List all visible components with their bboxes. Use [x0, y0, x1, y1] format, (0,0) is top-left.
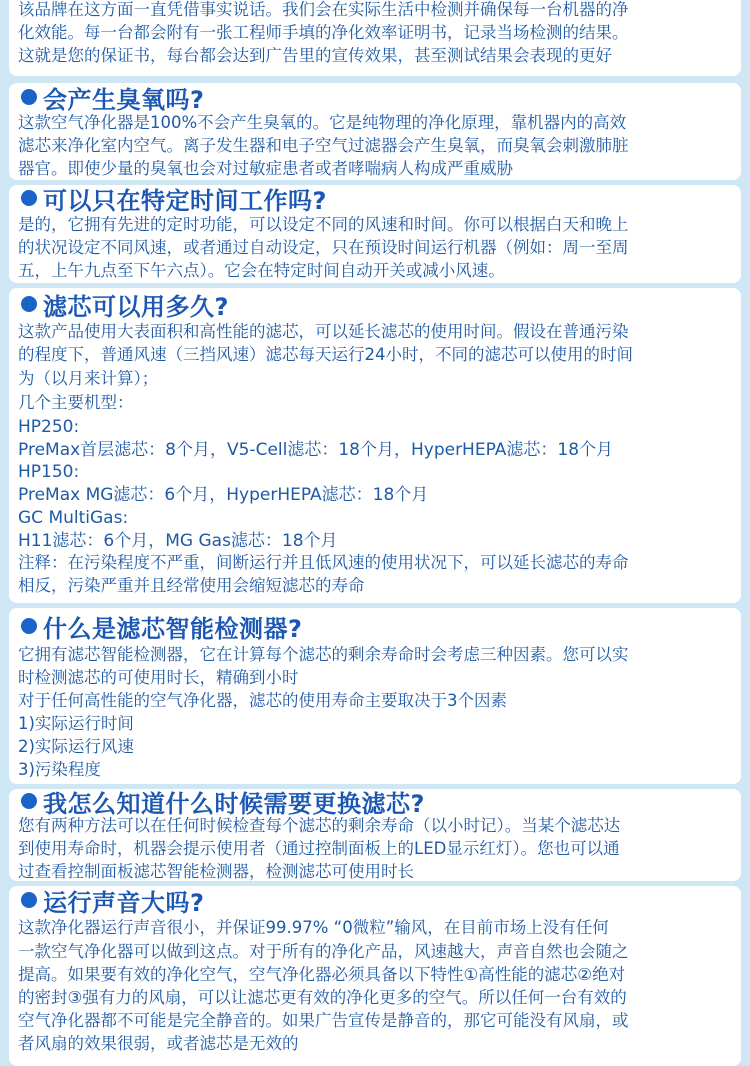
- faq-filter-life-line-5: HP250:: [18, 417, 80, 437]
- faq-filter-life-line-12: 相反，污染严重并且经常使用会缩短滤芯的寿命: [18, 576, 365, 595]
- faq-filter-life-line-2: 的程度下，普通风速（三挡风速）滤芯每天运行24小时，不同的滤芯可以使用的时间: [18, 345, 633, 364]
- faq-replace-line-3: 过查看控制面板滤芯智能检测器，检测滤芯可使用时长: [18, 862, 414, 881]
- faq-detector-heading: [21, 611, 302, 641]
- faq-timer-line-3: 五，上午九点至下午六点）。它会在特定时间自动开关或减小风速。: [18, 261, 505, 280]
- faq-timer-heading: [21, 183, 327, 213]
- faq-timer-card: [9, 185, 741, 283]
- faq-timer-line-1: 是的，它拥有先进的定时功能，可以设定不同的风速和时间。你可以根据白天和晚上: [18, 215, 629, 234]
- faq-filter-life-line-1: 这款产品使用大表面积和高性能的滤芯，可以延长滤芯的使用时间。假设在普通污染: [18, 322, 629, 341]
- faq-noise-card: [9, 886, 741, 1066]
- bullet-icon: [21, 296, 37, 312]
- faq-replace-line-2: 到使用寿命时，机器会提示使用者（通过控制面板上的LED显示红灯）。您也可以通: [18, 839, 620, 858]
- faq-noise-line-1: 这款净化器运行声音很小，并保证99.97% “0微粒”输风，在目前市场上没有任何: [18, 918, 609, 937]
- faq-replace-heading: [21, 786, 425, 816]
- faq-filter-life-line-6: PreMax首层滤芯：8个月，V5-Cell滤芯：18个月，HyperHEPA滤芯：18个月: [18, 440, 614, 460]
- bullet-icon: [21, 190, 37, 206]
- faq-noise-line-2: 一款空气净化器可以做到这点。对于所有的净化产品，风速越大，声音自然也会随之: [18, 942, 629, 961]
- faq-filter-life-line-4: 几个主要机型：: [18, 393, 134, 412]
- faq-filter-life-question: 滤芯可以用多久?: [43, 292, 229, 321]
- faq-detector-card: [9, 608, 741, 784]
- faq-timer-line-2: 的状况设定不同风速，或者通过自动设定，只在预设时间运行机器（例如：周一至周: [18, 238, 629, 257]
- faq-detector-line-3: 对于任何高性能的空气净化器，滤芯的使用寿命主要取决于3个因素: [18, 691, 507, 710]
- faq-filter-life-card: [9, 288, 741, 603]
- faq-replace-question: 我怎么知道什么时候需要更换滤芯?: [43, 789, 425, 818]
- faq-filter-life-line-9: GC MultiGas:: [18, 508, 129, 528]
- faq-filter-life-line-7: HP150:: [18, 462, 80, 482]
- bullet-icon: [21, 618, 37, 634]
- faq-ozone-line-2: 滤芯来净化室内空气。离子发生器和电子空气过滤器会产生臭氧，而臭氧会刺激肺脏: [18, 136, 629, 155]
- faq-noise-line-5: 空气净化器都不可能是完全静音的。如果广告宣传是静音的，那它可能没有风扇，或: [18, 1011, 629, 1030]
- faq-detector-line-2: 时检测滤芯的可使用时长，精确到小时: [18, 668, 299, 687]
- intro-card: [9, 0, 741, 76]
- faq-ozone-heading: [21, 82, 204, 112]
- faq-detector-line-6: 3)污染程度: [18, 760, 101, 779]
- faq-filter-life-line-10: H11滤芯：6个月，MG Gas滤芯：18个月: [18, 531, 338, 551]
- faq-filter-life-line-8: PreMax MG滤芯：6个月，HyperHEPA滤芯：18个月: [18, 485, 429, 505]
- intro-line-3: 这就是您的保证书，每台都会达到广告里的宣传效果，甚至测试结果会表现的更好: [18, 46, 612, 65]
- faq-filter-life-line-3: 为（以月来计算）；: [18, 369, 159, 388]
- faq-filter-life-heading: [21, 289, 229, 319]
- faq-noise-line-3: 提高。如果要有效的净化空气，空气净化器必须具备以下特性①高性能的滤芯②绝对: [18, 965, 626, 984]
- faq-detector-line-1: 它拥有滤芯智能检测器，它在计算每个滤芯的剩余寿命时会考虑三种因素。您可以实: [18, 645, 629, 664]
- faq-noise-question: 运行声音大吗?: [43, 888, 205, 917]
- faq-ozone-question: 会产生臭氧吗?: [43, 85, 205, 114]
- faq-replace-card: [9, 789, 741, 881]
- intro-line-2: 化效能。每一台都会附有一张工程师手填的净化效率证明书，记录当场检测的结果。: [18, 23, 629, 42]
- faq-detector-line-4: 1)实际运行时间: [18, 714, 134, 733]
- faq-detector-question: 什么是滤芯智能检测器?: [43, 614, 303, 643]
- faq-detector-line-5: 2)实际运行风速: [18, 737, 134, 756]
- bullet-icon: [21, 793, 37, 809]
- intro-line-1: 该品牌在这方面一直凭借事实说话。我们会在实际生活中检测并确保每一台机器的净: [18, 0, 629, 19]
- faq-ozone-card: [9, 83, 741, 180]
- faq-timer-question: 可以只在特定时间工作吗?: [43, 186, 327, 215]
- faq-filter-life-line-11: 注释：在污染程度不严重，间断运行并且低风速的使用状况下，可以延长滤芯的寿命: [18, 553, 629, 572]
- faq-ozone-line-1: 这款空气净化器是100%不会产生臭氧的。它是纯物理的净化原理，靠机器内的高效: [18, 113, 627, 132]
- faq-ozone-line-3: 器官。即使少量的臭氧也会对过敏症患者或者哮喘病人构成严重威胁: [18, 159, 513, 178]
- faq-noise-heading: [21, 885, 204, 915]
- bullet-icon: [21, 892, 37, 908]
- bullet-icon: [21, 89, 37, 105]
- faq-noise-line-6: 者风扇的效果很弱，或者滤芯是无效的: [18, 1034, 299, 1053]
- faq-replace-line-1: 您有两种方法可以在任何时候检查每个滤芯的剩余寿命（以小时记）。当某个滤芯达: [18, 816, 621, 835]
- faq-noise-line-4: 的密封③强有力的风扇，可以让滤芯更有效的净化更多的空气。所以任何一台有效的: [18, 988, 627, 1007]
